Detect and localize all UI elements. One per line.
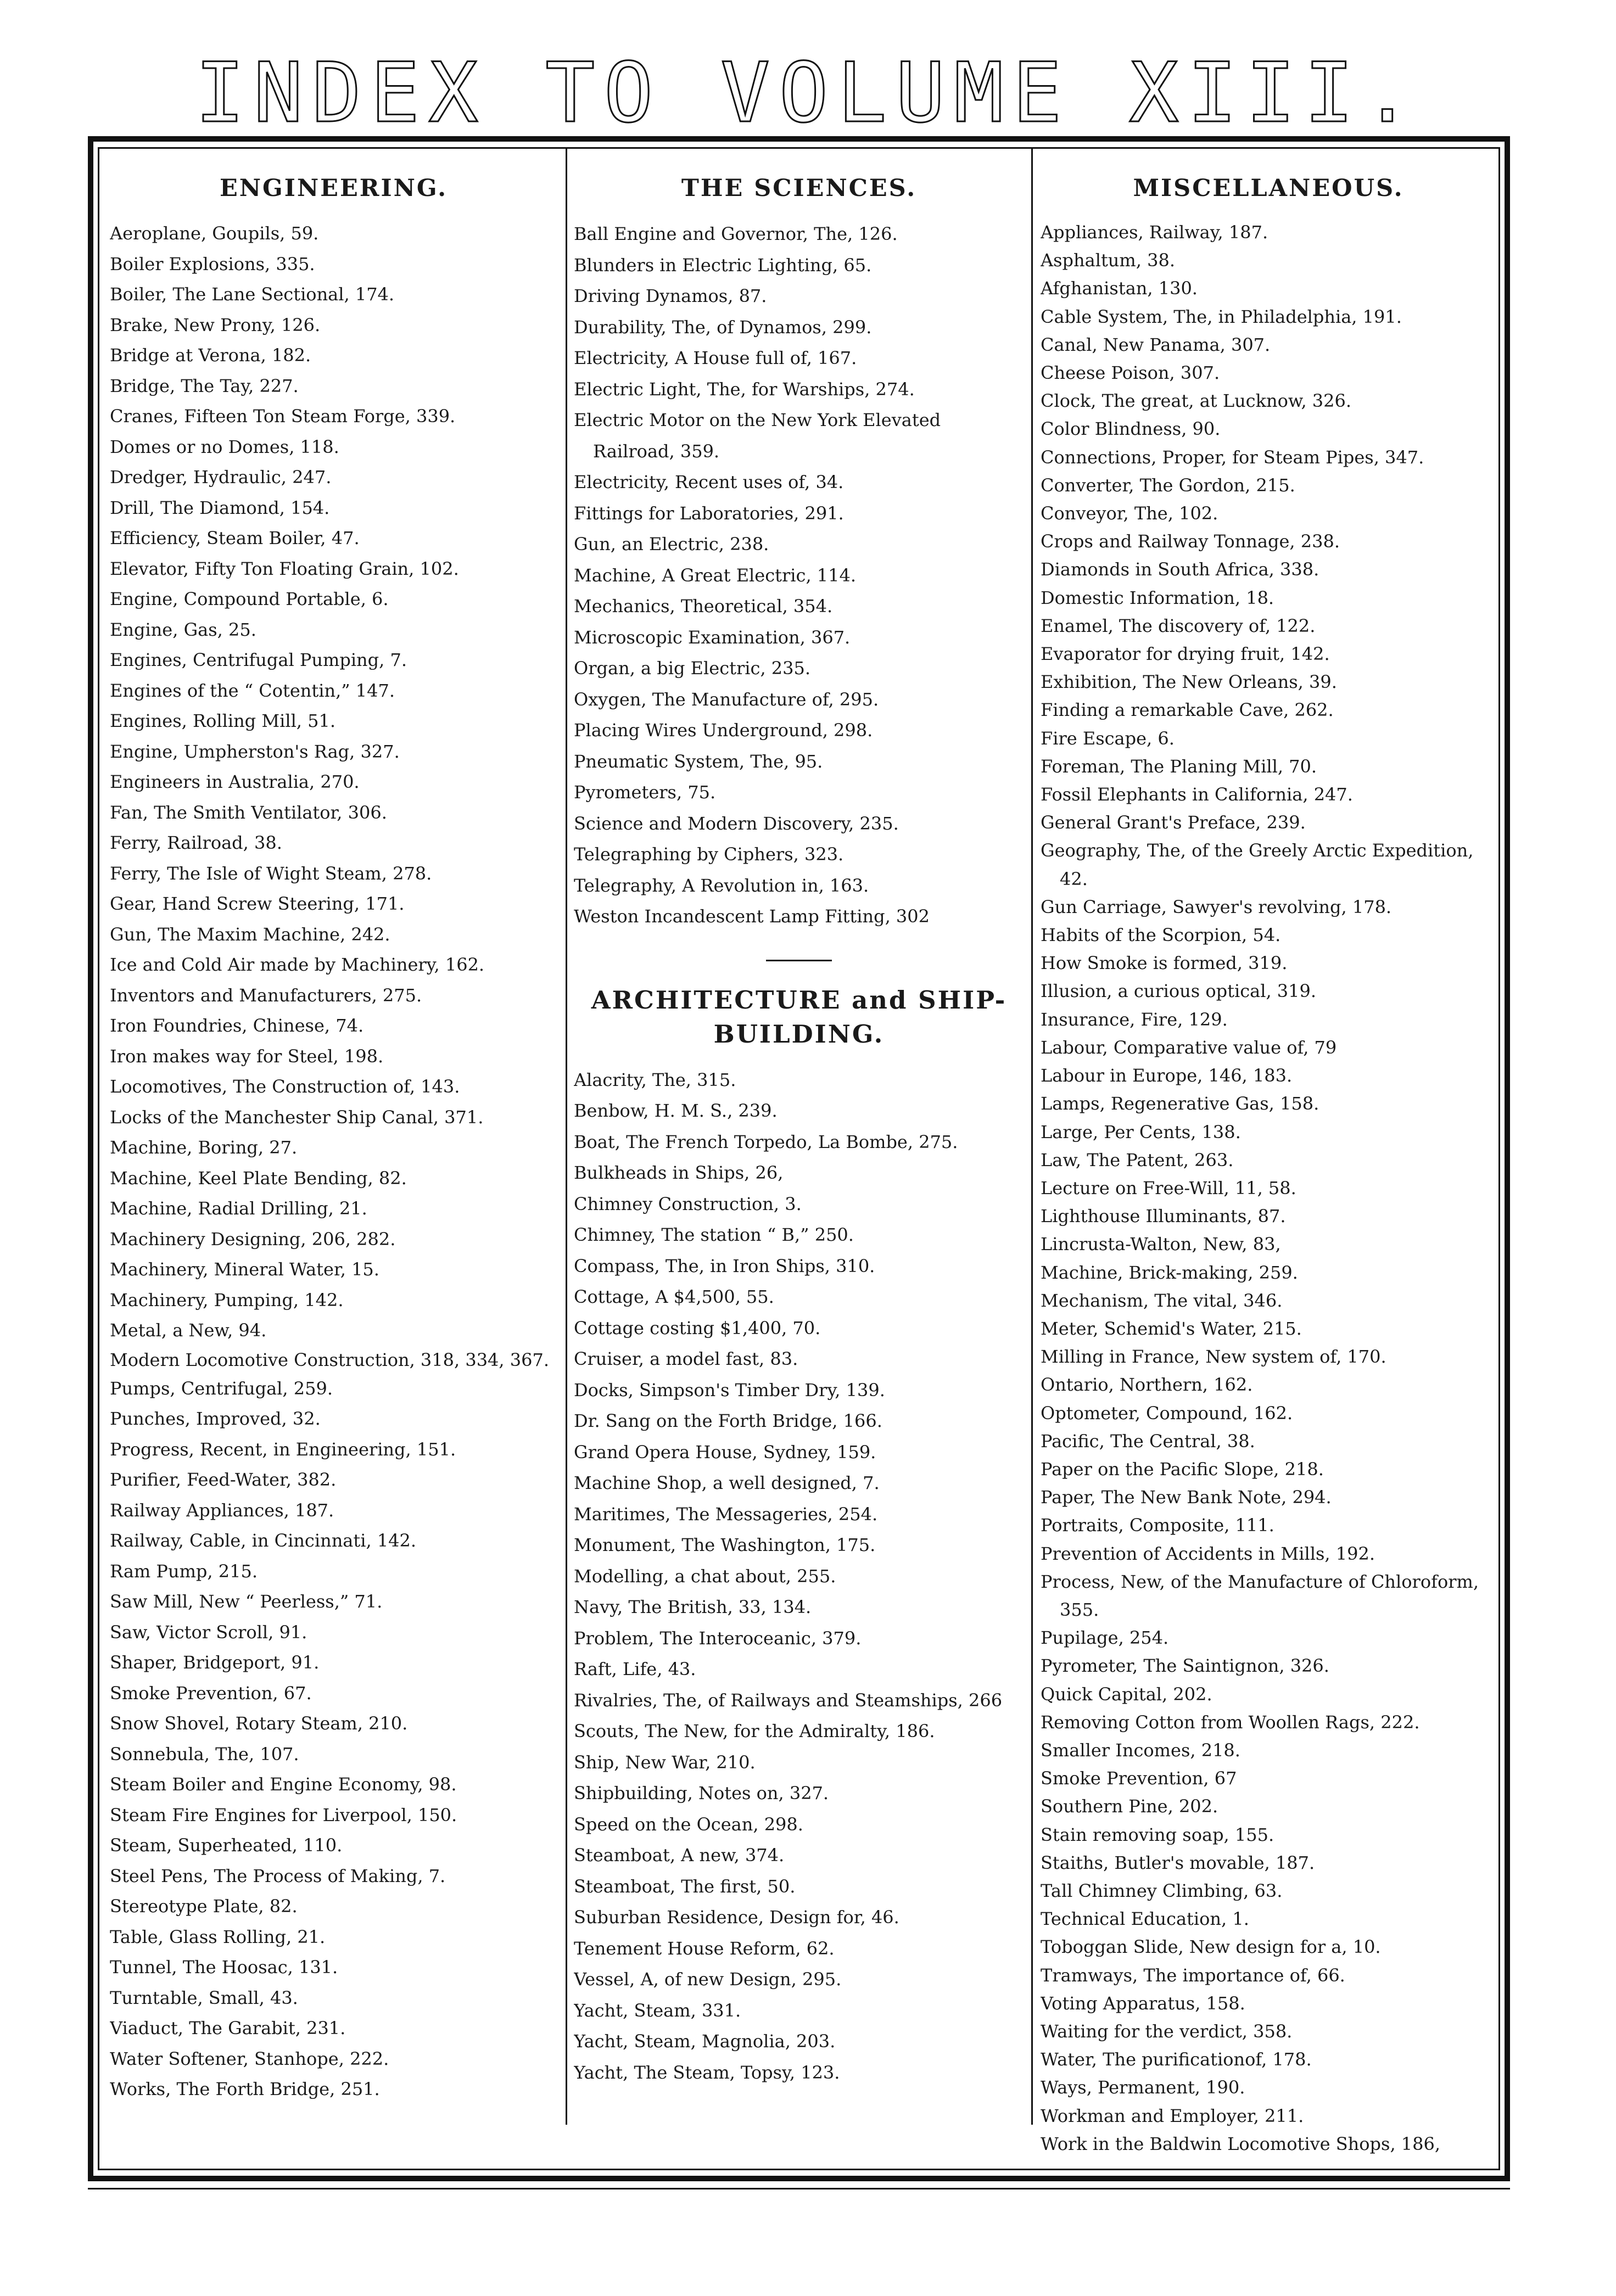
index-entry: Law, The Patent, 263. bbox=[1041, 1149, 1234, 1171]
index-entry: Raft, Life, 43. bbox=[574, 1659, 696, 1679]
index-entry: Efficiency, Steam Boiler, 47. bbox=[110, 528, 360, 548]
index-entry: Vessel, A, of new Design, 295. bbox=[574, 1969, 842, 1990]
index-entry: Alacrity, The, 315. bbox=[574, 1069, 736, 1090]
index-entry: Crops and Railway Tonnage, 238. bbox=[1041, 531, 1340, 552]
index-entry: Speed on the Ocean, 298. bbox=[574, 1813, 803, 1835]
index-entry: Engine, Umpherston's Rag, 327. bbox=[110, 741, 400, 762]
index-entry: Cottage, A $4,500, 55. bbox=[574, 1286, 774, 1307]
engineering-column bbox=[110, 159, 557, 2169]
index-entry: Gun, The Maxim Machine, 242. bbox=[110, 923, 390, 945]
index-entry: Engine, Compound Portable, 6. bbox=[110, 589, 389, 609]
index-entry: Appliances, Railway, 187. bbox=[1041, 222, 1268, 243]
index-entry: Shaper, Bridgeport, 91. bbox=[110, 1652, 320, 1673]
index-entry: Large, Per Cents, 138. bbox=[1041, 1121, 1241, 1143]
index-entry: Grand Opera House, Sydney, 159. bbox=[574, 1441, 876, 1463]
index-entry: Chimney Construction, 3. bbox=[574, 1193, 802, 1214]
index-entry: Engine, Gas, 25. bbox=[110, 619, 256, 640]
index-entry: Railway, Cable, in Cincinnati, 142. bbox=[110, 1530, 417, 1551]
index-entry: Metal, a New, 94. bbox=[110, 1320, 267, 1341]
index-entry: Ways, Permanent, 190. bbox=[1041, 2077, 1245, 2098]
sciences-list bbox=[574, 219, 1024, 932]
index-entry: Iron Foundries, Chinese, 74. bbox=[110, 1015, 364, 1036]
index-entry: Illusion, a curious optical, 319. bbox=[1041, 981, 1317, 1002]
index-entry: Fan, The Smith Ventilator, 306. bbox=[110, 802, 387, 823]
index-entry: Lighthouse Illuminants, 87. bbox=[1041, 1206, 1286, 1227]
index-entry: Saw, Victor Scroll, 91. bbox=[110, 1621, 307, 1643]
index-entry: Machine, Radial Drilling, 21. bbox=[110, 1198, 367, 1219]
index-entry: Telegraphy, A Revolution in, 163. bbox=[574, 875, 869, 896]
index-entry: Machine, Keel Plate Bending, 82. bbox=[110, 1167, 407, 1189]
index-entry: Ship, New War, 210. bbox=[574, 1751, 756, 1773]
index-entry: Finding a remarkable Cave, 262. bbox=[1041, 699, 1334, 721]
index-entry: Monument, The Washington, 175. bbox=[574, 1535, 876, 1555]
index-entry: Insurance, Fire, 129. bbox=[1041, 1009, 1228, 1030]
index-entry: Fittings for Laboratories, 291. bbox=[574, 502, 844, 524]
index-entry: Tenement House Reform, 62. bbox=[574, 1937, 835, 1959]
index-entry: Yacht, Steam, 331. bbox=[574, 2000, 741, 2021]
index-entry: Steamboat, The first, 50. bbox=[574, 1875, 796, 1897]
index-entry: Brake, New Prony, 126. bbox=[110, 314, 321, 335]
index-entry: Cottage costing $1,400, 70. bbox=[574, 1317, 821, 1339]
index-entry: Paper on the Pacific Slope, 218. bbox=[1041, 1458, 1324, 1480]
index-entry: Optometer, Compound, 162. bbox=[1041, 1402, 1293, 1424]
index-entry: Electricity, A House full of, 167. bbox=[574, 348, 857, 368]
index-entry: Voting Apparatus, 158. bbox=[1041, 1992, 1245, 2014]
index-entry: Clock, The great, at Lucknow, 326. bbox=[1041, 390, 1352, 412]
index-entry: Pumps, Centrifugal, 259. bbox=[110, 1377, 333, 1399]
index-entry: General Grant's Preface, 239. bbox=[1041, 812, 1306, 833]
miscellaneous-column bbox=[1041, 159, 1496, 2169]
index-entry: Domestic Information, 18. bbox=[1041, 587, 1274, 608]
index-entry: Modern Locomotive Construction, 318, 334, 367. bbox=[110, 1349, 549, 1370]
index-entry: Dredger, Hydraulic, 247. bbox=[110, 467, 332, 488]
index-entry: Driving Dynamos, 87. bbox=[574, 285, 767, 306]
index-entry: Labour in Europe, 146, 183. bbox=[1041, 1065, 1293, 1087]
index-entry: Ball Engine and Governor, The, 126. bbox=[574, 223, 898, 244]
index-entry: Exhibition, The New Orleans, 39. bbox=[1041, 671, 1337, 693]
page-title: INDEX TO VOLUME XIII. bbox=[195, 46, 1421, 141]
index-entry: Process, New, of the Manufacture of Chloroform, 355. bbox=[1041, 1571, 1479, 1620]
index-entry: Scouts, The New, for the Admiralty, 186. bbox=[574, 1721, 935, 1741]
index-entry: Compass, The, in Iron Ships, 310. bbox=[574, 1255, 875, 1276]
index-entry: Electric Light, The, for Warships, 274. bbox=[574, 378, 915, 400]
index-entry: Mechanism, The vital, 346. bbox=[1041, 1290, 1283, 1311]
index-entry: Machine, Brick-making, 259. bbox=[1041, 1262, 1298, 1283]
index-entry: Gun Carriage, Sawyer's revolving, 178. bbox=[1041, 896, 1392, 917]
index-entry: Cable System, The, in Philadelphia, 191. bbox=[1041, 306, 1402, 327]
index-entry: Ice and Cold Air made by Machinery, 162. bbox=[110, 954, 485, 975]
index-entry: Fire Escape, 6. bbox=[1041, 727, 1175, 749]
sciences-column bbox=[574, 159, 1024, 2169]
index-entry: Steamboat, A new, 374. bbox=[574, 1845, 785, 1866]
index-entry: Ferry, Railroad, 38. bbox=[110, 832, 282, 853]
index-entry: Telegraphing by Ciphers, 323. bbox=[574, 844, 844, 865]
index-entry: Enamel, The discovery of, 122. bbox=[1041, 615, 1316, 636]
index-entry: Engineers in Australia, 270. bbox=[110, 771, 360, 792]
index-entry: Suburban Residence, Design for, 46. bbox=[574, 1907, 899, 1928]
index-entry: Pneumatic System, The, 95. bbox=[574, 751, 823, 772]
index-entry: Drill, The Diamond, 154. bbox=[110, 497, 330, 518]
index-entry: Conveyor, The, 102. bbox=[1041, 503, 1218, 524]
index-entry: Waiting for the verdict, 358. bbox=[1041, 2021, 1293, 2042]
index-entry: Foreman, The Planing Mill, 70. bbox=[1041, 755, 1317, 777]
index-entry: Color Blindness, 90. bbox=[1041, 418, 1221, 440]
index-entry: Progress, Recent, in Engineering, 151. bbox=[110, 1438, 456, 1460]
index-entry: Steam Fire Engines for Liverpool, 150. bbox=[110, 1804, 457, 1825]
index-entry: Steam, Superheated, 110. bbox=[110, 1835, 343, 1856]
index-entry: Maritimes, The Messageries, 254. bbox=[574, 1503, 878, 1525]
index-entry: Locomotives, The Construction of, 143. bbox=[110, 1076, 460, 1097]
index-entry: Domes or no Domes, 118. bbox=[110, 436, 339, 457]
index-entry: Pyrometer, The Saintignon, 326. bbox=[1041, 1655, 1329, 1677]
index-entry: Locks of the Manchester Ship Canal, 371. bbox=[110, 1106, 484, 1128]
index-entry: Pacific, The Central, 38. bbox=[1041, 1430, 1255, 1452]
index-entry: Durability, The, of Dynamos, 299. bbox=[574, 316, 872, 338]
index-entry: Smoke Prevention, 67. bbox=[110, 1682, 312, 1704]
engineering-heading: ENGINEERING. bbox=[219, 175, 448, 202]
index-entry: Placing Wires Underground, 298. bbox=[574, 720, 873, 741]
index-entry: Fossil Elephants in California, 247. bbox=[1041, 784, 1353, 805]
index-entry: Labour, Comparative value of, 79 bbox=[1041, 1037, 1337, 1058]
architecture-list bbox=[574, 1065, 1024, 2088]
index-entry: Steel Pens, The Process of Making, 7. bbox=[110, 1865, 446, 1886]
index-entry: Removing Cotton from Woollen Rags, 222. bbox=[1041, 1711, 1420, 1733]
index-entry: Prevention of Accidents in Mills, 192. bbox=[1041, 1543, 1375, 1564]
index-entry: Afghanistan, 130. bbox=[1041, 278, 1198, 299]
index-entry: Lecture on Free-Will, 11, 58. bbox=[1041, 1177, 1296, 1199]
index-entry: Ram Pump, 215. bbox=[110, 1560, 258, 1582]
index-entry: Steam Boiler and Engine Economy, 98. bbox=[110, 1774, 457, 1795]
index-entry: Cruiser, a model fast, 83. bbox=[574, 1348, 798, 1369]
index-entry: Elevator, Fifty Ton Floating Grain, 102. bbox=[110, 558, 459, 579]
index-entry: Blunders in Electric Lighting, 65. bbox=[574, 254, 872, 276]
index-entry: Machine, Boring, 27. bbox=[110, 1137, 298, 1158]
index-entry: Tramways, The importance of, 66. bbox=[1041, 1964, 1345, 1986]
index-entry: Pupilage, 254. bbox=[1041, 1627, 1169, 1649]
index-entry: Bridge, The Tay, 227. bbox=[110, 375, 299, 396]
index-entry: Oxygen, The Manufacture of, 295. bbox=[574, 688, 879, 710]
index-entry: Boat, The French Torpedo, La Bombe, 275. bbox=[574, 1131, 958, 1152]
index-entry: Lincrusta-Walton, New, 83, bbox=[1041, 1234, 1281, 1255]
index-entry: Southern Pine, 202. bbox=[1041, 1796, 1218, 1817]
index-entry: Engines, Centrifugal Pumping, 7. bbox=[110, 649, 407, 670]
index-entry: Machine, A Great Electric, 114. bbox=[574, 564, 857, 586]
index-entry: Workman and Employer, 211. bbox=[1041, 2105, 1304, 2126]
column-divider-1 bbox=[566, 148, 567, 2125]
index-entry: Table, Glass Rolling, 21. bbox=[110, 1926, 326, 1947]
index-entry: Science and Modern Discovery, 235. bbox=[574, 813, 899, 834]
index-entry: Tall Chimney Climbing, 63. bbox=[1041, 1880, 1283, 1901]
index-entry: Organ, a big Electric, 235. bbox=[574, 658, 811, 679]
index-entry: Microscopic Examination, 367. bbox=[574, 626, 851, 648]
index-entry: Yacht, The Steam, Topsy, 123. bbox=[574, 2062, 840, 2083]
index-entry: Weston Incandescent Lamp Fitting, 302 bbox=[574, 906, 930, 927]
index-entry: Problem, The Interoceanic, 379. bbox=[574, 1627, 862, 1649]
index-entry: Stereotype Plate, 82. bbox=[110, 1896, 298, 1917]
index-entry: Ontario, Northern, 162. bbox=[1041, 1374, 1253, 1396]
index-entry: Boiler, The Lane Sectional, 174. bbox=[110, 284, 395, 305]
index-entry: How Smoke is formed, 319. bbox=[1041, 953, 1288, 974]
index-entry: Engines of the “ Cotentin,” 147. bbox=[110, 680, 395, 701]
index-entry: Railway Appliances, 187. bbox=[110, 1499, 334, 1521]
index-entry: Electricity, Recent uses of, 34. bbox=[574, 472, 844, 492]
index-entry: Cheese Poison, 307. bbox=[1041, 362, 1220, 384]
index-entry: Chimney, The station “ B,” 250. bbox=[574, 1224, 854, 1245]
section-separator bbox=[766, 960, 832, 961]
column-divider-2 bbox=[1031, 148, 1033, 2125]
index-entry: Mechanics, Theoretical, 354. bbox=[574, 596, 833, 617]
index-entry: Engines, Rolling Mill, 51. bbox=[110, 710, 336, 731]
index-entry: Stain removing soap, 155. bbox=[1041, 1824, 1274, 1845]
index-entry: Smaller Incomes, 218. bbox=[1041, 1739, 1240, 1761]
index-entry: Gear, Hand Screw Steering, 171. bbox=[110, 893, 405, 914]
index-entry: Water, The purificationof, 178. bbox=[1041, 2049, 1312, 2070]
bottom-rule bbox=[88, 2188, 1510, 2189]
index-entry: Evaporator for drying fruit, 142. bbox=[1041, 643, 1330, 665]
index-entry: Toboggan Slide, New design for a, 10. bbox=[1041, 1936, 1381, 1958]
index-entry: Asphaltum, 38. bbox=[1041, 250, 1175, 271]
index-entry: Aeroplane, Goupils, 59. bbox=[110, 223, 319, 244]
index-entry: Shipbuilding, Notes on, 327. bbox=[574, 1783, 829, 1804]
index-entry: Canal, New Panama, 307. bbox=[1041, 334, 1271, 355]
index-entry: Saw Mill, New “ Peerless,” 71. bbox=[110, 1591, 383, 1612]
index-entry: Bridge at Verona, 182. bbox=[110, 345, 311, 366]
index-entry: Ferry, The Isle of Wight Steam, 278. bbox=[110, 863, 432, 884]
sciences-heading: THE SCIENCES. bbox=[681, 175, 917, 202]
index-entry: Punches, Improved, 32. bbox=[110, 1408, 321, 1429]
index-entry: Milling in France, New system of, 170. bbox=[1041, 1346, 1386, 1368]
index-entry: Smoke Prevention, 67 bbox=[1041, 1768, 1237, 1789]
index-entry: Docks, Simpson's Timber Dry, 139. bbox=[574, 1379, 885, 1401]
index-entry: Lamps, Regenerative Gas, 158. bbox=[1041, 1093, 1319, 1115]
index-entry: Works, The Forth Bridge, 251. bbox=[110, 2079, 380, 2099]
index-entry: Viaduct, The Garabit, 231. bbox=[110, 2018, 346, 2039]
index-entry: Snow Shovel, Rotary Steam, 210. bbox=[110, 1713, 408, 1734]
index-entry: Machine Shop, a well designed, 7. bbox=[574, 1472, 880, 1493]
index-entry: Paper, The New Bank Note, 294. bbox=[1041, 1487, 1332, 1508]
index-entry: Machinery, Mineral Water, 15. bbox=[110, 1259, 379, 1280]
index-entry: Cranes, Fifteen Ton Steam Forge, 339. bbox=[110, 406, 456, 427]
index-entry: Benbow, H. M. S., 239. bbox=[574, 1100, 778, 1121]
miscellaneous-list bbox=[1041, 219, 1496, 2158]
index-entry: Gun, an Electric, 238. bbox=[574, 534, 769, 555]
index-entry: Inventors and Manufacturers, 275. bbox=[110, 984, 422, 1006]
index-entry: Rivalries, The, of Railways and Steamships, 266 bbox=[574, 1689, 1003, 1711]
miscellaneous-heading: MISCELLANEOUS. bbox=[1133, 175, 1404, 202]
index-entry: Dr. Sang on the Forth Bridge, 166. bbox=[574, 1410, 882, 1431]
index-entry: Geography, The, of the Greely Arctic Expedition, 42. bbox=[1041, 840, 1474, 889]
index-entry: Purifier, Feed-Water, 382. bbox=[110, 1469, 337, 1490]
index-entry: Machinery, Pumping, 142. bbox=[110, 1289, 344, 1311]
engineering-list bbox=[110, 219, 557, 2105]
index-entry: Staiths, Butler's movable, 187. bbox=[1041, 1852, 1315, 1873]
index-entry: Yacht, Steam, Magnolia, 203. bbox=[574, 2031, 836, 2052]
index-entry: Navy, The British, 33, 134. bbox=[574, 1597, 812, 1617]
index-entry: Turntable, Small, 43. bbox=[110, 1987, 298, 2008]
index-entry: Quick Capital, 202. bbox=[1041, 1683, 1212, 1705]
index-entry: Connections, Proper, for Steam Pipes, 347. bbox=[1041, 446, 1424, 468]
index-entry: Habits of the Scorpion, 54. bbox=[1041, 925, 1281, 946]
index-entry: Tunnel, The Hoosac, 131. bbox=[110, 1957, 338, 1978]
index-entry: Meter, Schemid's Water, 215. bbox=[1041, 1318, 1302, 1339]
index-entry: Pyrometers, 75. bbox=[574, 782, 716, 803]
index-entry: Technical Education, 1. bbox=[1041, 1908, 1249, 1930]
index-entry: Sonnebula, The, 107. bbox=[110, 1743, 299, 1765]
index-entry: Water Softener, Stanhope, 222. bbox=[110, 2048, 389, 2069]
index-entry: Machinery Designing, 206, 282. bbox=[110, 1228, 396, 1250]
index-entry: Electric Motor on the New York Elevated Railroad, 359. bbox=[574, 410, 941, 462]
index-entry: Bulkheads in Ships, 26, bbox=[574, 1162, 784, 1183]
index-entry: Boiler Explosions, 335. bbox=[110, 253, 315, 275]
index-entry: Portraits, Composite, 111. bbox=[1041, 1515, 1274, 1536]
index-entry: Work in the Baldwin Locomotive Shops, 186, bbox=[1041, 2133, 1441, 2154]
index-entry: Modelling, a chat about, 255. bbox=[574, 1565, 836, 1587]
architecture-heading: ARCHITECTURE and SHIP-BUILDING. bbox=[591, 985, 1007, 1049]
index-entry: Iron makes way for Steel, 198. bbox=[110, 1045, 384, 1067]
index-entry: Diamonds in South Africa, 338. bbox=[1041, 559, 1319, 580]
index-entry: Converter, The Gordon, 215. bbox=[1041, 474, 1295, 496]
